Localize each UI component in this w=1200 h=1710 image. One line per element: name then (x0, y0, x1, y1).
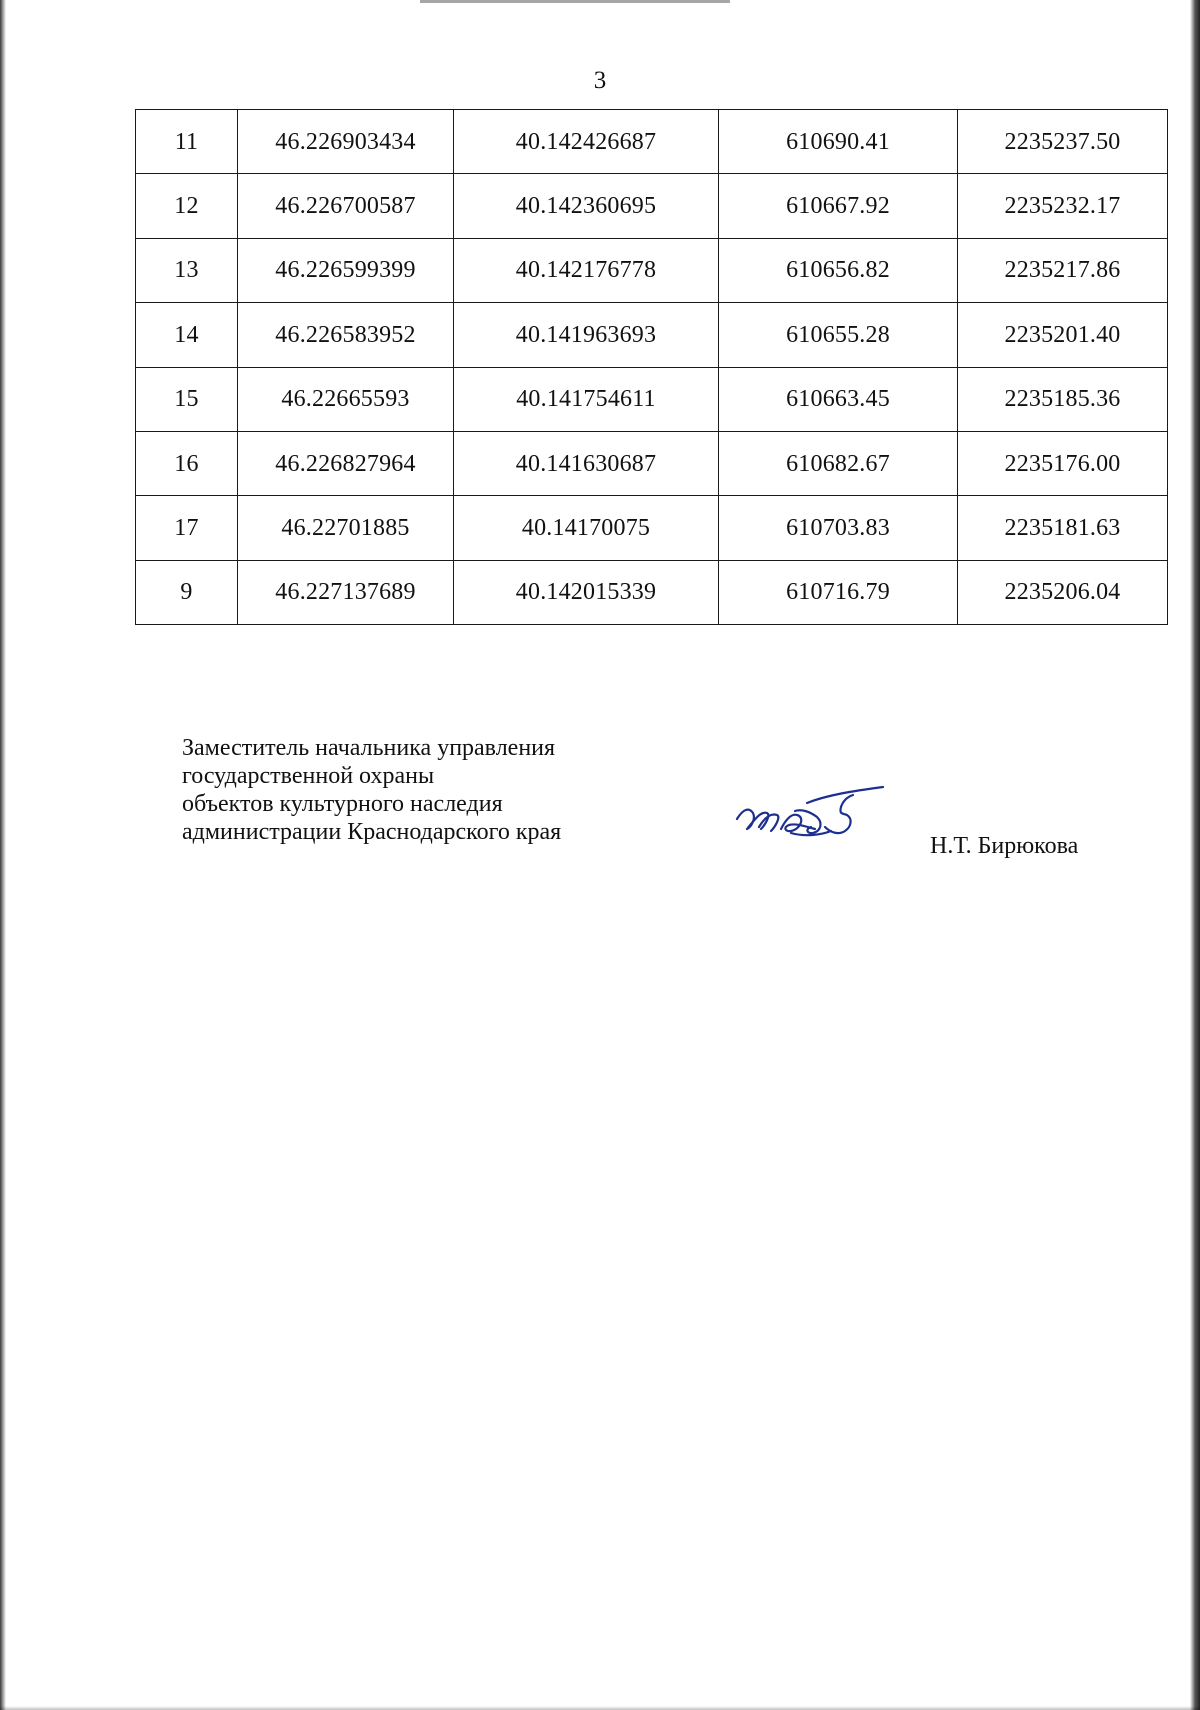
scan-edge-left (0, 0, 6, 1710)
table-row (136, 238, 1168, 302)
table-row (136, 303, 1168, 367)
longitude-cell: 40.142015339 (454, 560, 719, 624)
point-number-cell: 13 (136, 238, 238, 302)
signatory-name: Н.Т. Бирюкова (930, 833, 1079, 859)
x-coordinate-cell: 610716.79 (719, 560, 958, 624)
table-row (136, 110, 1168, 174)
point-number-cell: 11 (136, 110, 238, 174)
position-line: Заместитель начальника управления (182, 735, 556, 761)
table-row (136, 496, 1168, 560)
coordinates-table (135, 109, 1168, 625)
position-line: администрации Краснодарского края (182, 819, 562, 845)
y-coordinate-cell: 2235185.36 (958, 367, 1168, 431)
table-row (136, 174, 1168, 238)
x-coordinate-cell: 610655.28 (719, 303, 958, 367)
table-row (136, 431, 1168, 495)
x-coordinate-cell: 610663.45 (719, 367, 958, 431)
point-number-cell: 12 (136, 174, 238, 238)
longitude-cell: 40.141963693 (454, 303, 719, 367)
x-coordinate-cell: 610656.82 (719, 238, 958, 302)
table-row (136, 560, 1168, 624)
longitude-cell: 40.142426687 (454, 110, 719, 174)
point-number-cell: 14 (136, 303, 238, 367)
point-number-cell: 16 (136, 431, 238, 495)
x-coordinate-cell: 610690.41 (719, 110, 958, 174)
longitude-cell: 40.141754611 (454, 367, 719, 431)
page-number: 3 (593, 67, 607, 94)
latitude-cell: 46.226700587 (238, 174, 454, 238)
y-coordinate-cell: 2235176.00 (958, 431, 1168, 495)
latitude-cell: 46.22665593 (238, 367, 454, 431)
scan-edge-top (420, 0, 730, 3)
position-line: государственной охраны (182, 763, 435, 789)
scan-edge-right (1190, 0, 1200, 1710)
longitude-cell: 40.142176778 (454, 238, 719, 302)
y-coordinate-cell: 2235201.40 (958, 303, 1168, 367)
x-coordinate-cell: 610682.67 (719, 431, 958, 495)
latitude-cell: 46.22701885 (238, 496, 454, 560)
scan-edge-bottom (0, 1706, 1200, 1710)
y-coordinate-cell: 2235206.04 (958, 560, 1168, 624)
point-number-cell: 17 (136, 496, 238, 560)
x-coordinate-cell: 610703.83 (719, 496, 958, 560)
position-line: объектов культурного наследия (182, 791, 503, 817)
y-coordinate-cell: 2235232.17 (958, 174, 1168, 238)
handwritten-signature-icon (735, 783, 885, 855)
latitude-cell: 46.226599399 (238, 238, 454, 302)
y-coordinate-cell: 2235217.86 (958, 238, 1168, 302)
point-number-cell: 9 (136, 560, 238, 624)
latitude-cell: 46.226583952 (238, 303, 454, 367)
latitude-cell: 46.226827964 (238, 431, 454, 495)
point-number-cell: 15 (136, 367, 238, 431)
longitude-cell: 40.141630687 (454, 431, 719, 495)
y-coordinate-cell: 2235181.63 (958, 496, 1168, 560)
longitude-cell: 40.14170075 (454, 496, 719, 560)
signatory-position (182, 734, 561, 846)
y-coordinate-cell: 2235237.50 (958, 110, 1168, 174)
latitude-cell: 46.227137689 (238, 560, 454, 624)
longitude-cell: 40.142360695 (454, 174, 719, 238)
table-row (136, 367, 1168, 431)
x-coordinate-cell: 610667.92 (719, 174, 958, 238)
latitude-cell: 46.226903434 (238, 110, 454, 174)
